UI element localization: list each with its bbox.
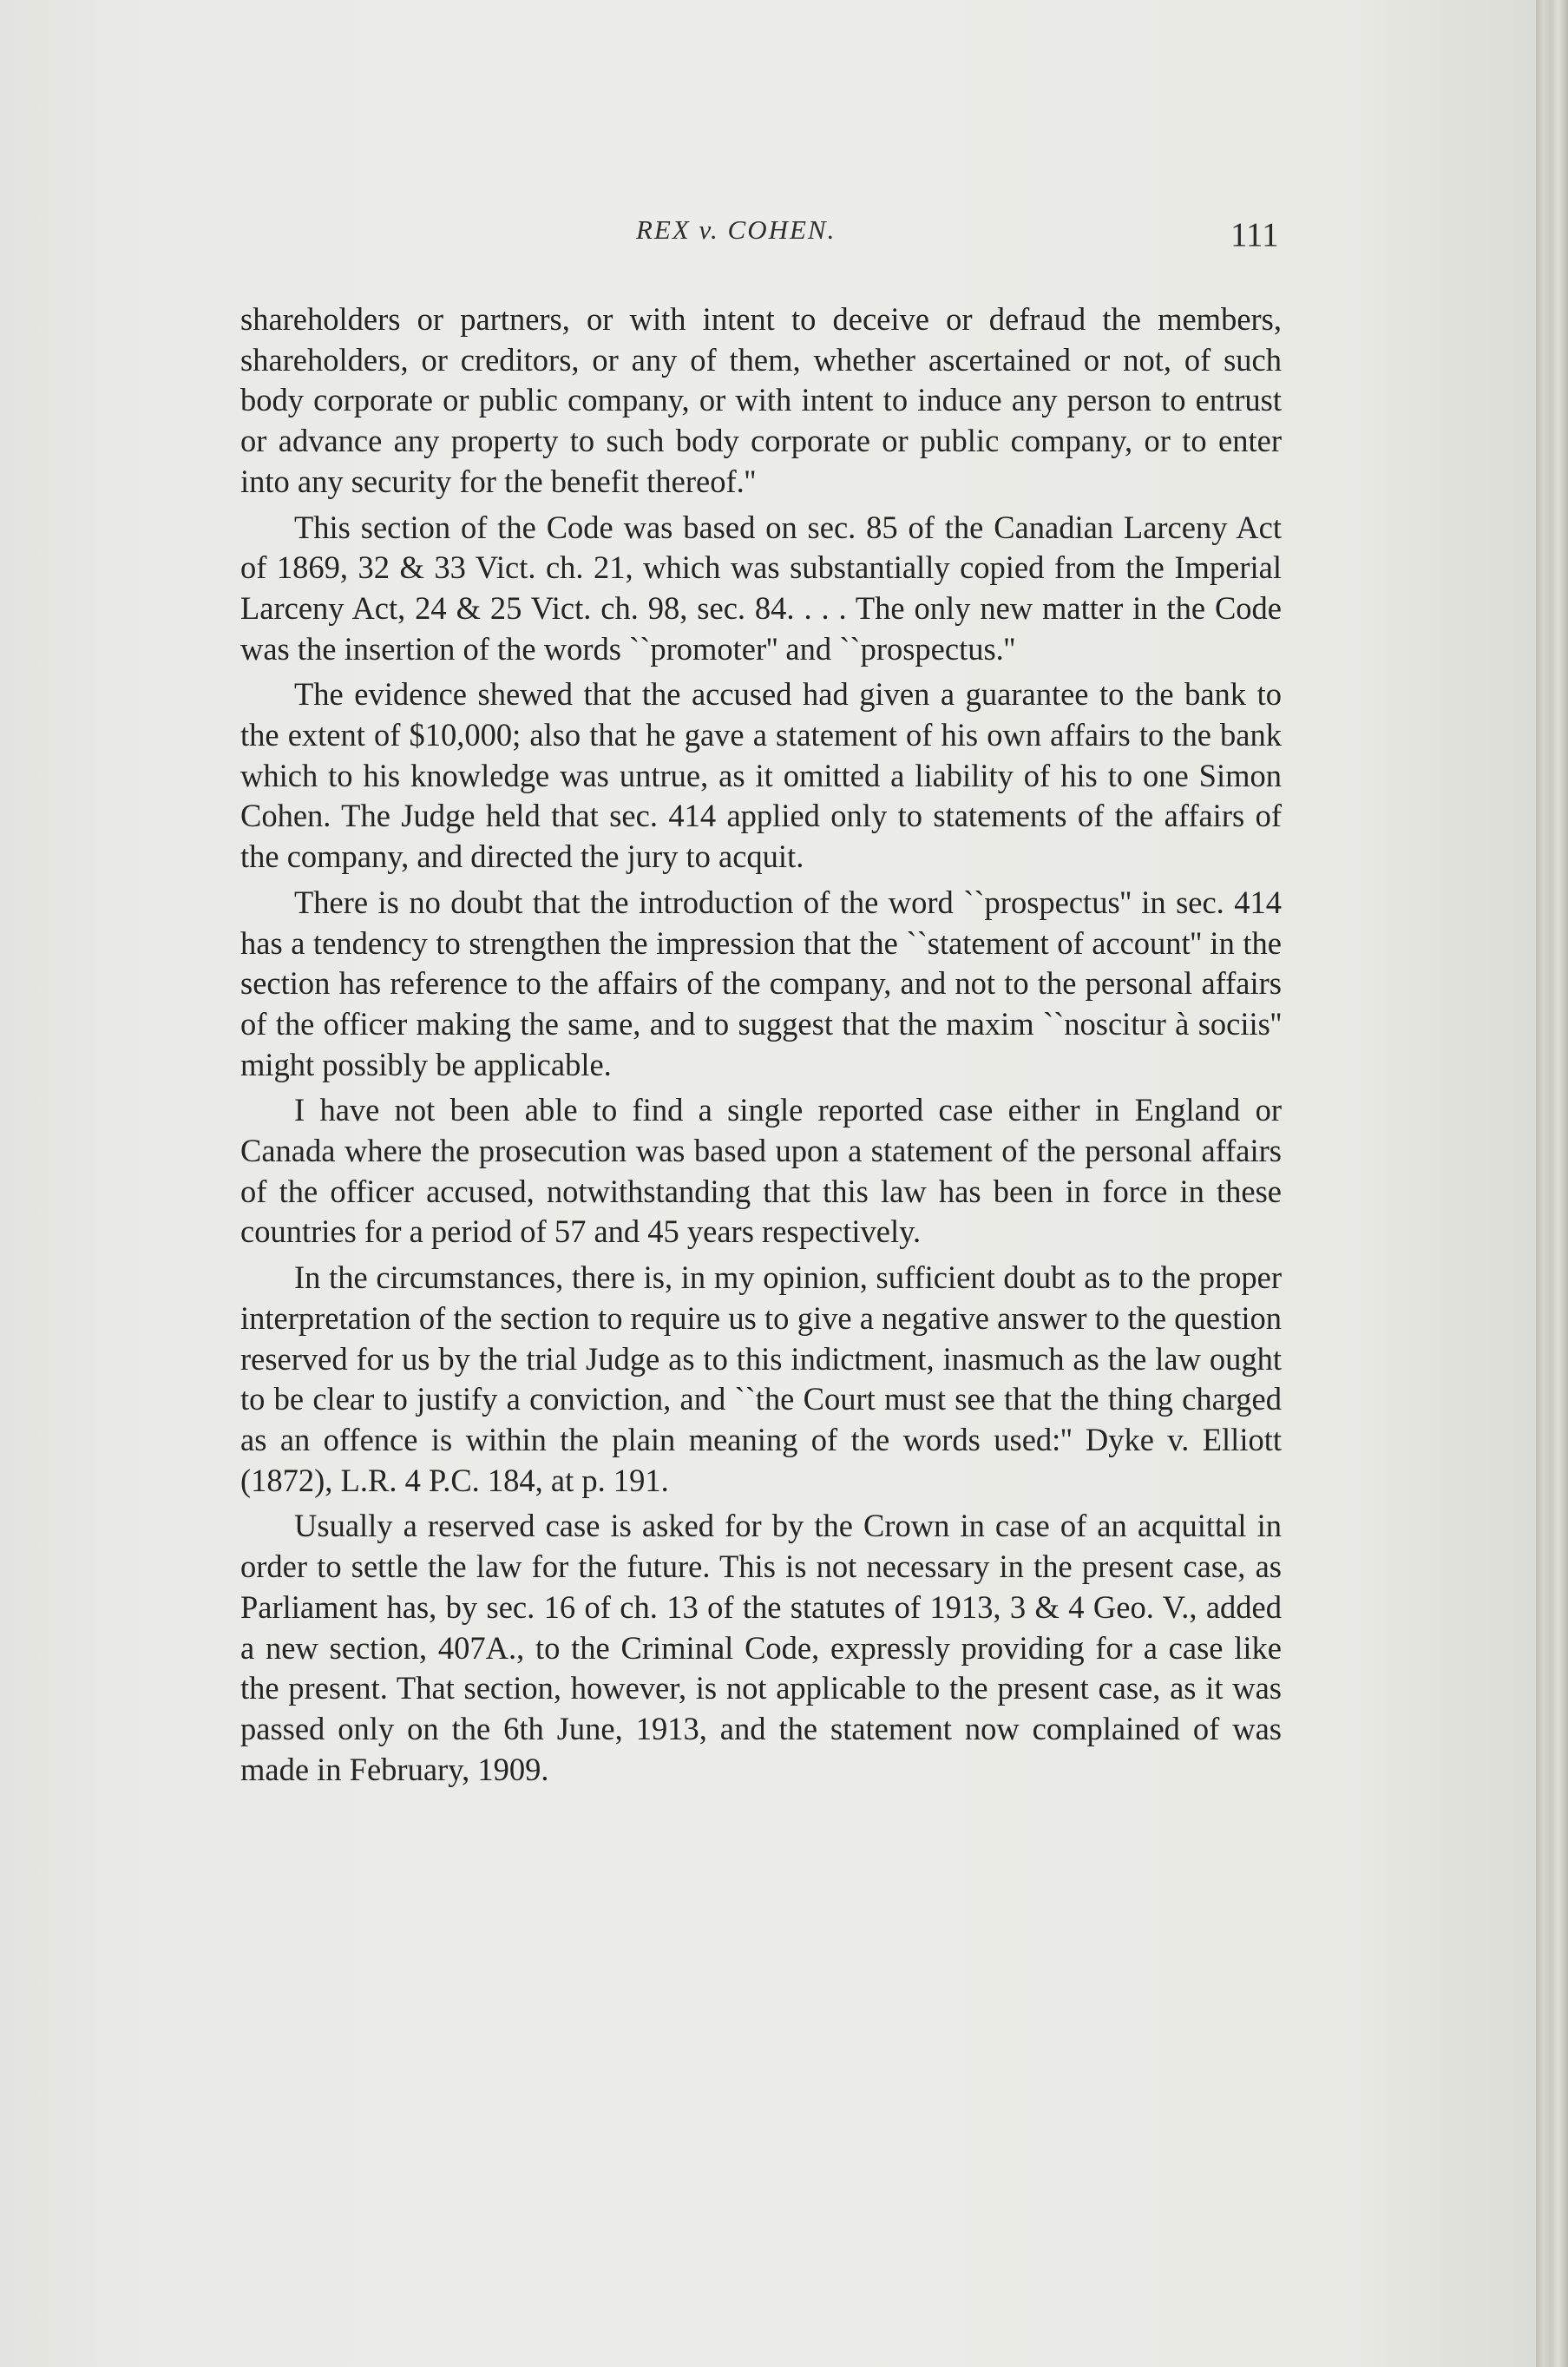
paragraph-7: Usually a reserved case is asked for by the Crown in case of an acquittal in order to settle the law for the future. This is not necessary in the present case, as Parliament has, by sec. 16 of ch. 13 of the statutes of 1913, 3 & 4 Geo. V., added a new section, 407A., to the Criminal Code, expressly providing for a case like the present. That section, however, is not applicable to the present case, as it was passed only on the 6th June, 1913, and the statement now complained of was made in February, 1909. <box>240 1508 1282 1787</box>
body-text <box>240 299 1282 1795</box>
page-edge <box>1536 0 1568 2367</box>
page-number: 111 <box>1230 216 1279 253</box>
paragraph-1: shareholders or partners, or with intent to deceive or defraud the members, shareholders, or creditors, or any of them, whether ascertained or not, of such body corporate or public company, or with intent to induce any person to entrust or advance any property to such body corporate or public company, or to enter into any security for the benefit thereof.'' <box>240 301 1282 499</box>
paragraph-5: I have not been able to find a single reported case either in England or Canada where the prosecution was based upon a statement of the personal affairs of the officer accused, notwithstanding that this law has been in force in these countries for a period of 57 and 45 years respectively. <box>240 1092 1282 1250</box>
page-header <box>0 214 1536 266</box>
paragraph-4: There is no doubt that the introduction of the word ``prospectus'' in sec. 414 has a tendency to strengthen the impression that the ``statement of account'' in the section has reference to the affairs of the company, and not to the personal affairs of the officer making the same, and to suggest that the maxim ``noscitur à sociis'' might possibly be applicable. <box>240 884 1282 1082</box>
paragraph-2: This section of the Code was based on sec. 85 of the Canadian Larceny Act of 1869, 32 & 33 Vict. ch. 21, which was substantially copied from the Imperial Larceny Act, 24 & 25 Vict. ch. 98, sec. 84. . . . The only new matter in the Code was the insertion of the words ``promoter'' and ``prospectus.'' <box>240 509 1282 667</box>
running-head: REX v. COHEN. <box>636 214 836 245</box>
paragraph-3: The evidence shewed that the accused had given a guarantee to the bank to the extent of $10,000; also that he gave a statement of his own affairs to the bank which to his knowledge was untrue, as it omitted a liability of his to one Simon Cohen. The Judge held that sec. 414 applied only to statements of the affairs of the company, and directed the jury to acquit. <box>240 676 1282 875</box>
paragraph-6: In the circumstances, there is, in my opinion, sufficient doubt as to the proper interpretation of the section to require us to give a negative answer to the question reserved for us by the trial Judge as to this indictment, inasmuch as the law ought to be clear to justify a conviction, and ``the Court must see that the thing charged as an offence is within the plain meaning of the words used:'' Dyke v. Elliott (1872), L.R. 4 P.C. 184, at p. 191. <box>240 1259 1282 1498</box>
